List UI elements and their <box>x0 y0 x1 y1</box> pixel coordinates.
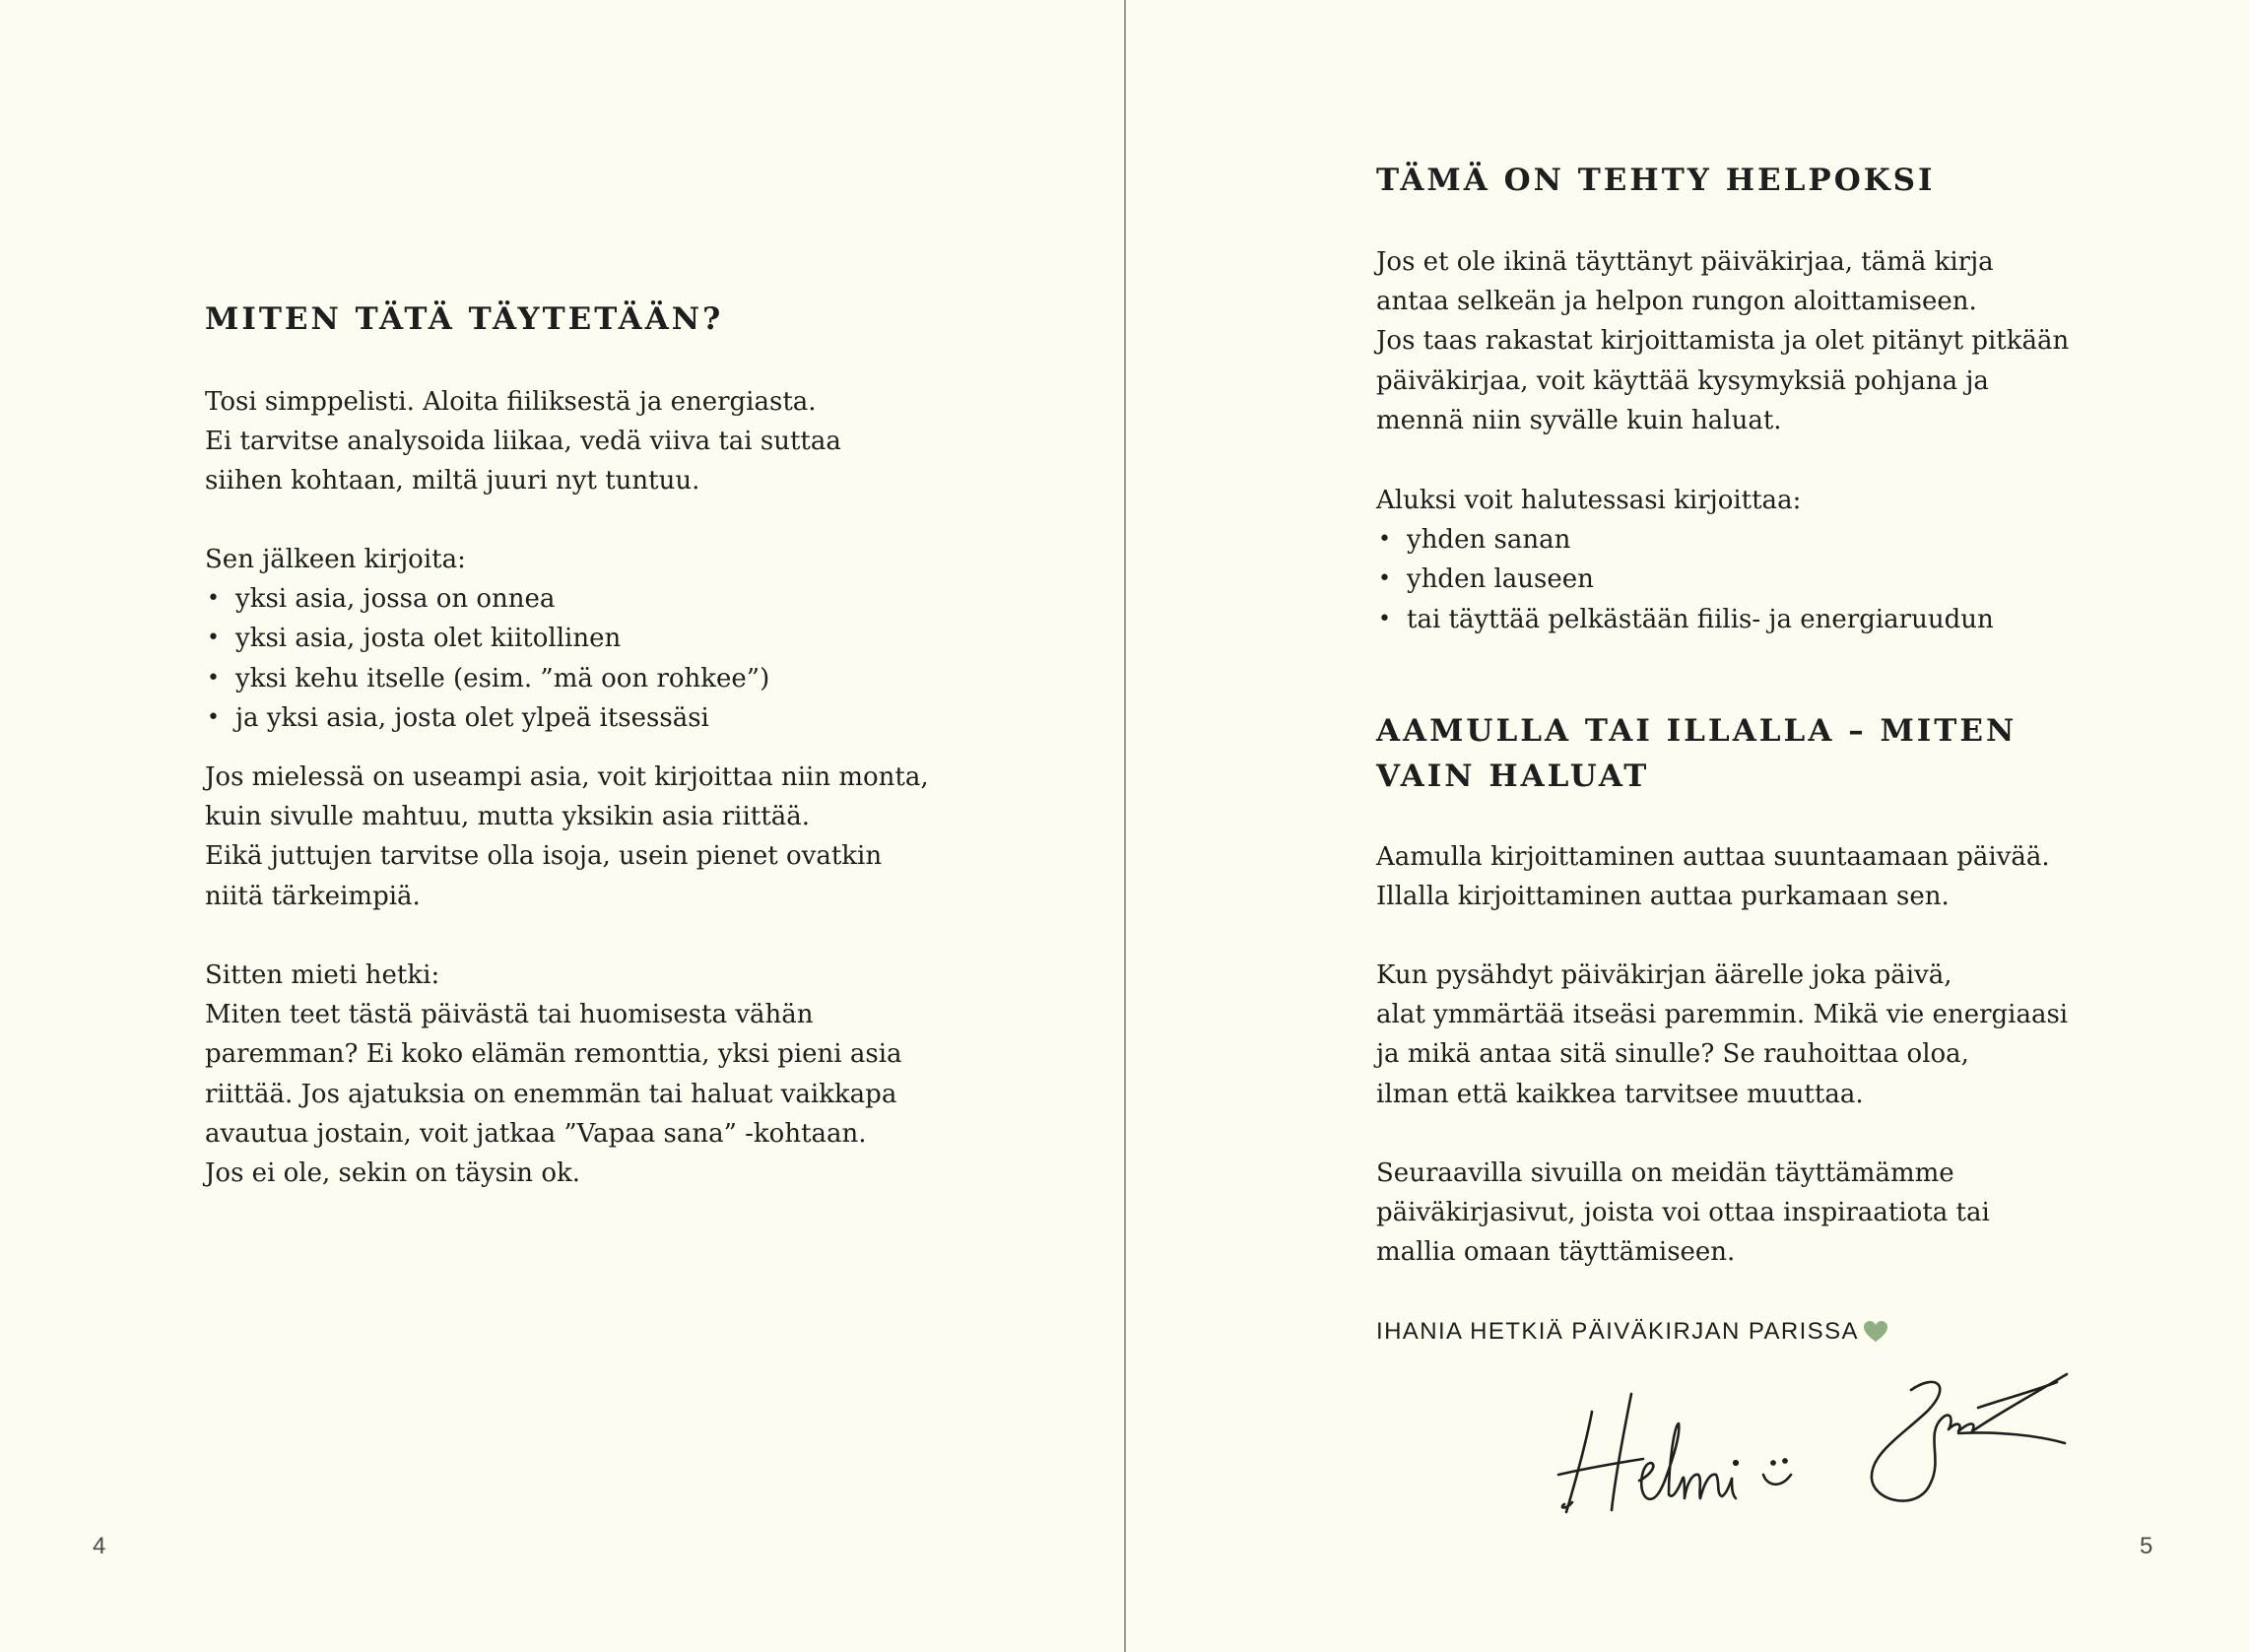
text-line: päiväkirjaa, voit käyttää kysymyksiä pohjana ja <box>1376 365 1989 396</box>
text-line: Seuraavilla sivuilla on meidän täyttämämme <box>1376 1158 1954 1188</box>
bullet-item: • ja yksi asia, josta olet ylpeä itsessäsi <box>205 698 769 738</box>
left-page <box>0 0 1124 1652</box>
text-line: alat ymmärtää itseäsi paremmin. Mikä vie energiaasi <box>1376 1000 2069 1030</box>
right-paragraph-3 <box>1376 956 2068 1114</box>
text-line: niitä tärkeimpiä. <box>205 881 421 911</box>
right-page <box>1126 0 2249 1652</box>
text-line: Kun pysähdyt päiväkirjan äärelle joka päivä, <box>1376 960 1952 990</box>
text-line: Illalla kirjoittaminen auttaa purkamaan sen. <box>1376 882 1950 912</box>
text-line: mennä niin syvälle kuin haluat. <box>1376 405 1782 435</box>
text-line: avautua jostain, voit jatkaa ”Vapaa sana” -kohtaan. <box>205 1118 867 1149</box>
heading-line: AAMULLA TAI ILLALLA – MITEN <box>1376 713 2017 749</box>
right-page-heading-2 <box>1376 708 2017 799</box>
right-paragraph-2 <box>1376 837 2050 916</box>
right-list-section <box>1376 481 1994 639</box>
bullet-item: • yhden lauseen <box>1376 560 1994 599</box>
text-line: ilman että kaikkea tarvitsee muuttaa. <box>1376 1079 1864 1109</box>
text-line: kuin sivulle mahtuu, mutta yksikin asia riittää. <box>205 802 810 832</box>
text-line: Tosi simppelisti. Aloita fiiliksestä ja energiasta. <box>205 387 817 417</box>
handwritten-signature <box>1545 1364 2106 1532</box>
left-list-section <box>205 540 769 738</box>
bullet-item: • tai täyttää pelkästään fiilis- ja energiaruudun <box>1376 600 1994 639</box>
heading-line: VAIN HALUAT <box>1376 759 1650 794</box>
closing-text: IHANIA HETKIÄ PÄIVÄKIRJAN PARISSA <box>1376 1318 1859 1345</box>
right-paragraph-1 <box>1376 242 2069 440</box>
right-paragraph-4 <box>1376 1154 1990 1273</box>
bullet-item: • yhden sanan <box>1376 520 1994 560</box>
text-line: Jos et ole ikinä täyttänyt päiväkirjaa, tämä kirja <box>1376 247 1994 277</box>
text-line: paremman? Ei koko elämän remonttia, yksi pieni asia <box>205 1039 902 1070</box>
text-line: Aamulla kirjoittaminen auttaa suuntaamaan päivää. <box>1376 842 2050 872</box>
right-page-heading-1: TÄMÄ ON TEHTY HELPOKSI <box>1376 163 1936 198</box>
text-line: Sitten mieti hetki: <box>205 960 440 990</box>
text-line: siihen kohtaan, miltä juuri nyt tuntuu. <box>205 466 700 496</box>
text-line: ja mikä antaa sitä sinulle? Se rauhoittaa oloa, <box>1376 1039 1969 1070</box>
text-line: antaa selkeän ja helpon rungon aloittamiseen. <box>1376 287 1977 317</box>
text-line: päiväkirjasivut, joista voi ottaa inspiraatiota tai <box>1376 1198 1990 1228</box>
text-line: Miten teet tästä päivästä tai huomisesta vähän <box>205 1000 814 1030</box>
bullet-item: • yksi asia, josta olet kiitollinen <box>205 619 769 658</box>
page-number-right: 5 <box>2140 1533 2153 1559</box>
bullet-list <box>1376 520 1994 639</box>
text-line: Jos mielessä on useampi asia, voit kirjoittaa niin monta, <box>205 762 929 792</box>
bullet-item: • yksi kehu itselle (esim. ”mä oon rohkee”) <box>205 659 769 698</box>
page-number-left: 4 <box>93 1533 106 1559</box>
left-intro-paragraph <box>205 382 841 501</box>
list-intro: Sen jälkeen kirjoita: <box>205 545 466 574</box>
text-line: mallia omaan täyttämiseen. <box>1376 1237 1736 1268</box>
list-intro: Aluksi voit halutessasi kirjoittaa: <box>1376 486 1802 515</box>
text-line: Ei tarvitse analysoida liikaa, vedä viiva tai suttaa <box>205 427 841 457</box>
left-paragraph-2 <box>205 758 929 916</box>
text-line: Eikä juttujen tarvitse olla isoja, usein pienet ovatkin <box>205 841 883 872</box>
bullet-item: • yksi asia, jossa on onnea <box>205 579 769 619</box>
text-line: Jos ei ole, sekin on täysin ok. <box>205 1158 580 1189</box>
text-line: riittää. Jos ajatuksia on enemmän tai haluat vaikkapa <box>205 1079 897 1109</box>
text-line: Jos taas rakastat kirjoittamista ja olet pitänyt pitkään <box>1376 326 2070 357</box>
heart-icon <box>1863 1320 1888 1344</box>
left-paragraph-3 <box>205 956 902 1193</box>
closing-line <box>1376 1317 1888 1347</box>
left-page-heading: MITEN TÄTÄ TÄYTETÄÄN? <box>205 301 724 337</box>
bullet-list <box>205 579 769 738</box>
